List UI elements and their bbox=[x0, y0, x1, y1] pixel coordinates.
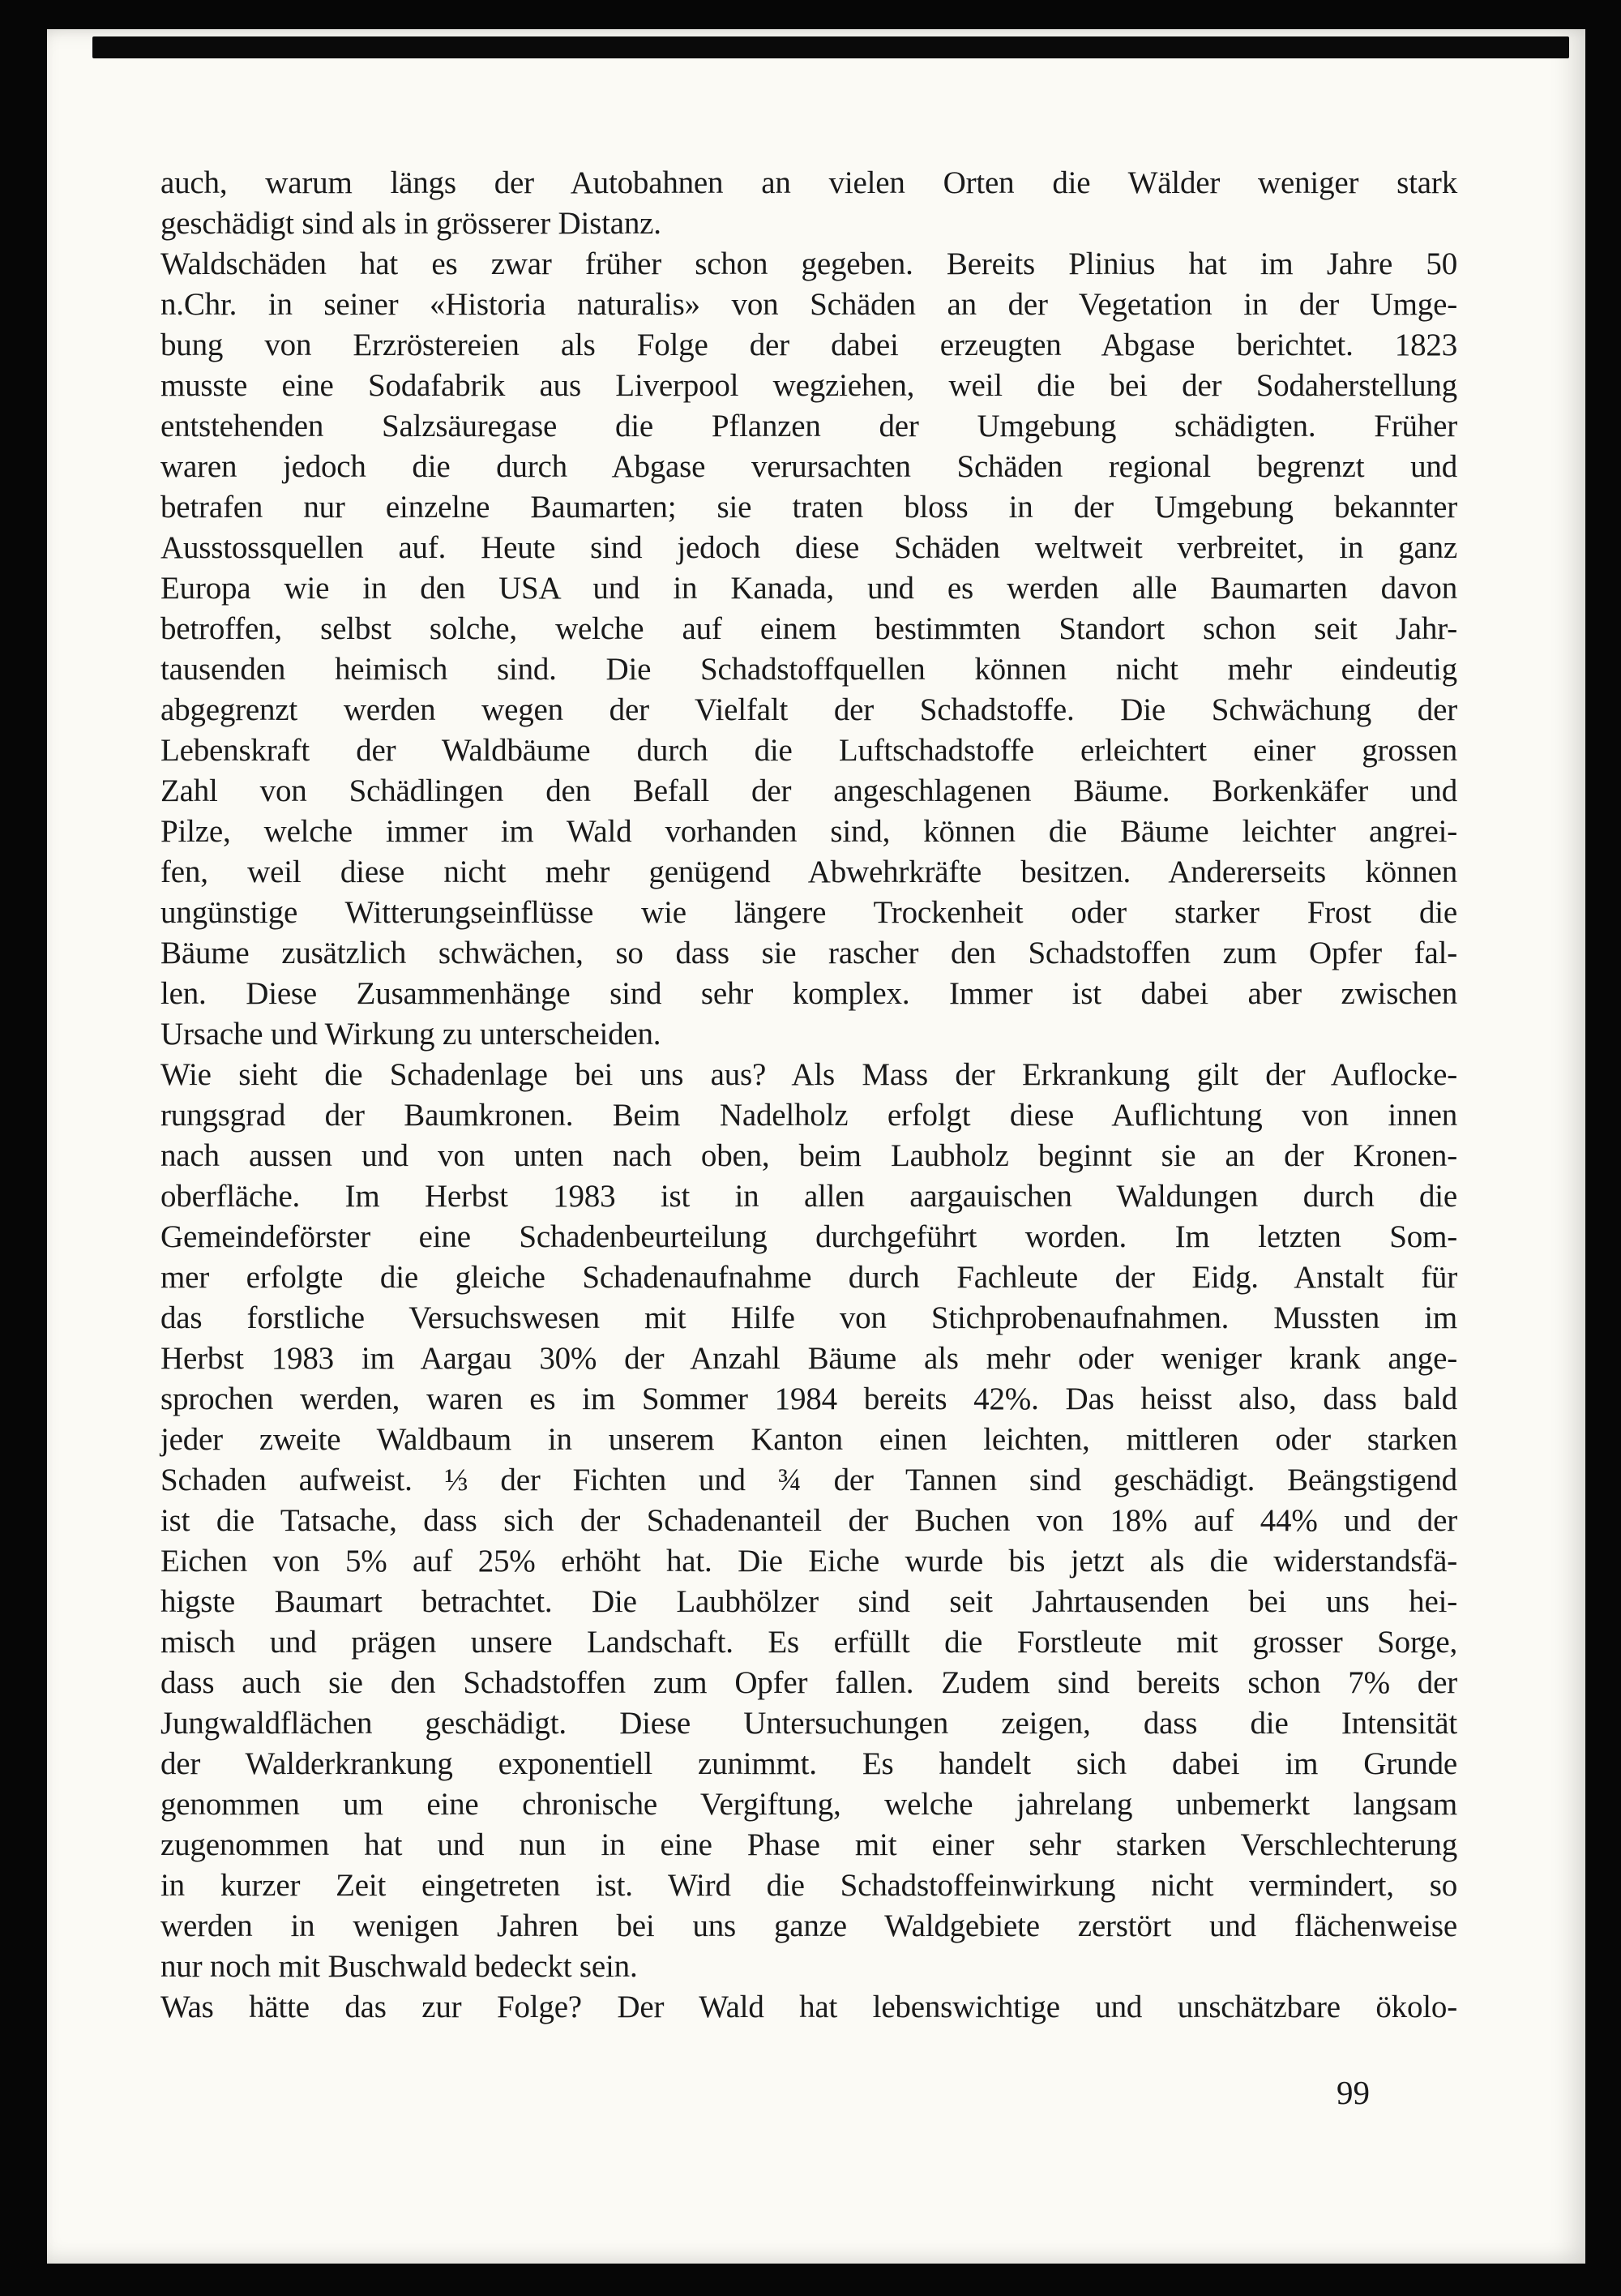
scan-artifact-bar bbox=[92, 36, 1569, 58]
text-line: tausenden heimisch sind. Die Schadstoffquellen können nicht mehr eindeutig bbox=[160, 652, 1457, 687]
text-line: zugenommen hat und nun in eine Phase mit einer sehr starken Verschlechterung bbox=[160, 1827, 1457, 1862]
text-line: Schaden aufweist. ⅓ der Fichten und ¾ der Tannen sind geschädigt. Beängstigend bbox=[160, 1463, 1457, 1497]
text-line: ungünstige Witterungseinflüsse wie längere Trockenheit oder starker Frost die bbox=[160, 895, 1457, 930]
text-line: in kurzer Zeit eingetreten ist. Wird die Schadstoffeinwirkung nicht vermindert, so bbox=[160, 1868, 1457, 1903]
text-line: Pilze, welche immer im Wald vorhanden sind, können die Bäume leichter angrei- bbox=[160, 814, 1457, 849]
text-line: mer erfolgte die gleiche Schadenaufnahme durch Fachleute der Eidg. Anstalt für bbox=[160, 1260, 1457, 1295]
text-line: Jungwaldflächen geschädigt. Diese Untersuchungen zeigen, dass die Intensität bbox=[160, 1706, 1457, 1741]
text-line: ist die Tatsache, dass sich der Schadenanteil der Buchen von 18% auf 44% und der bbox=[160, 1503, 1457, 1538]
text-line: nach aussen und von unten nach oben, beim Laubholz beginnt sie an der Kronen- bbox=[160, 1138, 1457, 1173]
text-line: der Walderkrankung exponentiell zunimmt. Es handelt sich dabei im Grunde bbox=[160, 1746, 1457, 1781]
text-line: musste eine Sodafabrik aus Liverpool wegziehen, weil die bei der Sodaherstellung bbox=[160, 368, 1457, 403]
text-line: betrafen nur einzelne Baumarten; sie traten bloss in der Umgebung bekannter bbox=[160, 490, 1457, 525]
text-line: werden in wenigen Jahren bei uns ganze Waldgebiete zerstört und flächenweise bbox=[160, 1908, 1457, 1943]
text-line: geschädigt sind als in grösserer Distanz. bbox=[160, 206, 661, 241]
text-line: Herbst 1983 im Aargau 30% der Anzahl Bäume als mehr oder weniger krank ange- bbox=[160, 1341, 1457, 1376]
text-line: bung von Erzröstereien als Folge der dabei erzeugten Abgase berichtet. 1823 bbox=[160, 328, 1457, 362]
text-line: das forstliche Versuchswesen mit Hilfe von Stichprobenaufnahmen. Mussten im bbox=[160, 1300, 1457, 1335]
paragraph bbox=[160, 163, 1457, 244]
text-line: len. Diese Zusammenhänge sind sehr komplex. Immer ist dabei aber zwischen bbox=[160, 976, 1457, 1011]
text-line: Bäume zusätzlich schwächen, so dass sie rascher den Schadstoffen zum Opfer fal- bbox=[160, 936, 1457, 970]
paragraph bbox=[160, 1987, 1457, 2028]
text-line: betroffen, selbst solche, welche auf einem bestimmten Standort schon seit Jahr- bbox=[160, 611, 1457, 646]
text-line: nur noch mit Buschwald bedeckt sein. bbox=[160, 1949, 638, 1984]
text-line: misch und prägen unsere Landschaft. Es erfüllt die Forstleute mit grosser Sorge, bbox=[160, 1625, 1457, 1660]
text-line: Wie sieht die Schadenlage bei uns aus? Als Mass der Erkrankung gilt der Auflocke- bbox=[160, 1057, 1457, 1092]
text-line: auch, warum längs der Autobahnen an vielen Orten die Wälder weniger stark bbox=[160, 165, 1457, 200]
text-line: Ausstossquellen auf. Heute sind jedoch diese Schäden weltweit verbreitet, in ganz bbox=[160, 530, 1457, 565]
text-line: Gemeindeförster eine Schadenbeurteilung durchgeführt worden. Im letzten Som- bbox=[160, 1219, 1457, 1254]
text-line: Waldschäden hat es zwar früher schon gegeben. Bereits Plinius hat im Jahre 50 bbox=[160, 246, 1457, 281]
text-line: waren jedoch die durch Abgase verursachten Schäden regional begrenzt und bbox=[160, 449, 1457, 484]
text-line: Europa wie in den USA und in Kanada, und es werden alle Baumarten davon bbox=[160, 571, 1457, 606]
text-line: Lebenskraft der Waldbäume durch die Luftschadstoffe erleichtert einer grossen bbox=[160, 733, 1457, 768]
body-text bbox=[160, 163, 1457, 2028]
text-line: fen, weil diese nicht mehr genügend Abwehrkräfte besitzen. Andererseits können bbox=[160, 855, 1457, 889]
text-line: rungsgrad der Baumkronen. Beim Nadelholz erfolgt diese Auflichtung von innen bbox=[160, 1098, 1457, 1133]
book-page bbox=[47, 29, 1585, 2264]
text-line: Eichen von 5% auf 25% erhöht hat. Die Eiche wurde bis jetzt als die widerstandsfä- bbox=[160, 1544, 1457, 1578]
text-line: jeder zweite Waldbaum in unserem Kanton einen leichten, mittleren oder starken bbox=[160, 1422, 1457, 1457]
text-line: dass auch sie den Schadstoffen zum Opfer fallen. Zudem sind bereits schon 7% der bbox=[160, 1665, 1457, 1700]
text-line: Zahl von Schädlingen den Befall der angeschlagenen Bäume. Borkenkäfer und bbox=[160, 773, 1457, 808]
paragraph bbox=[160, 244, 1457, 1055]
text-line: genommen um eine chronische Vergiftung, welche jahrelang unbemerkt langsam bbox=[160, 1787, 1457, 1822]
text-line: entstehenden Salzsäuregase die Pflanzen der Umgebung schädigten. Früher bbox=[160, 409, 1457, 443]
text-line: Was hätte das zur Folge? Der Wald hat lebenswichtige und unschätzbare ökolo- bbox=[160, 1990, 1457, 2024]
paragraph bbox=[160, 1055, 1457, 1987]
text-line: abgegrenzt werden wegen der Vielfalt der Schadstoffe. Die Schwächung der bbox=[160, 692, 1457, 727]
text-line: sprochen werden, waren es im Sommer 1984 bereits 42%. Das heisst also, dass bald bbox=[160, 1381, 1457, 1416]
text-line: n.Chr. in seiner «Historia naturalis» von Schäden an der Vegetation in der Umge- bbox=[160, 287, 1457, 322]
page-number: 99 bbox=[1337, 2074, 1370, 2111]
text-line: higste Baumart betrachtet. Die Laubhölzer sind seit Jahrtausenden bei uns hei- bbox=[160, 1584, 1457, 1619]
text-line: oberfläche. Im Herbst 1983 ist in allen aargauischen Waldungen durch die bbox=[160, 1179, 1457, 1214]
text-line: Ursache und Wirkung zu unterscheiden. bbox=[160, 1017, 661, 1052]
